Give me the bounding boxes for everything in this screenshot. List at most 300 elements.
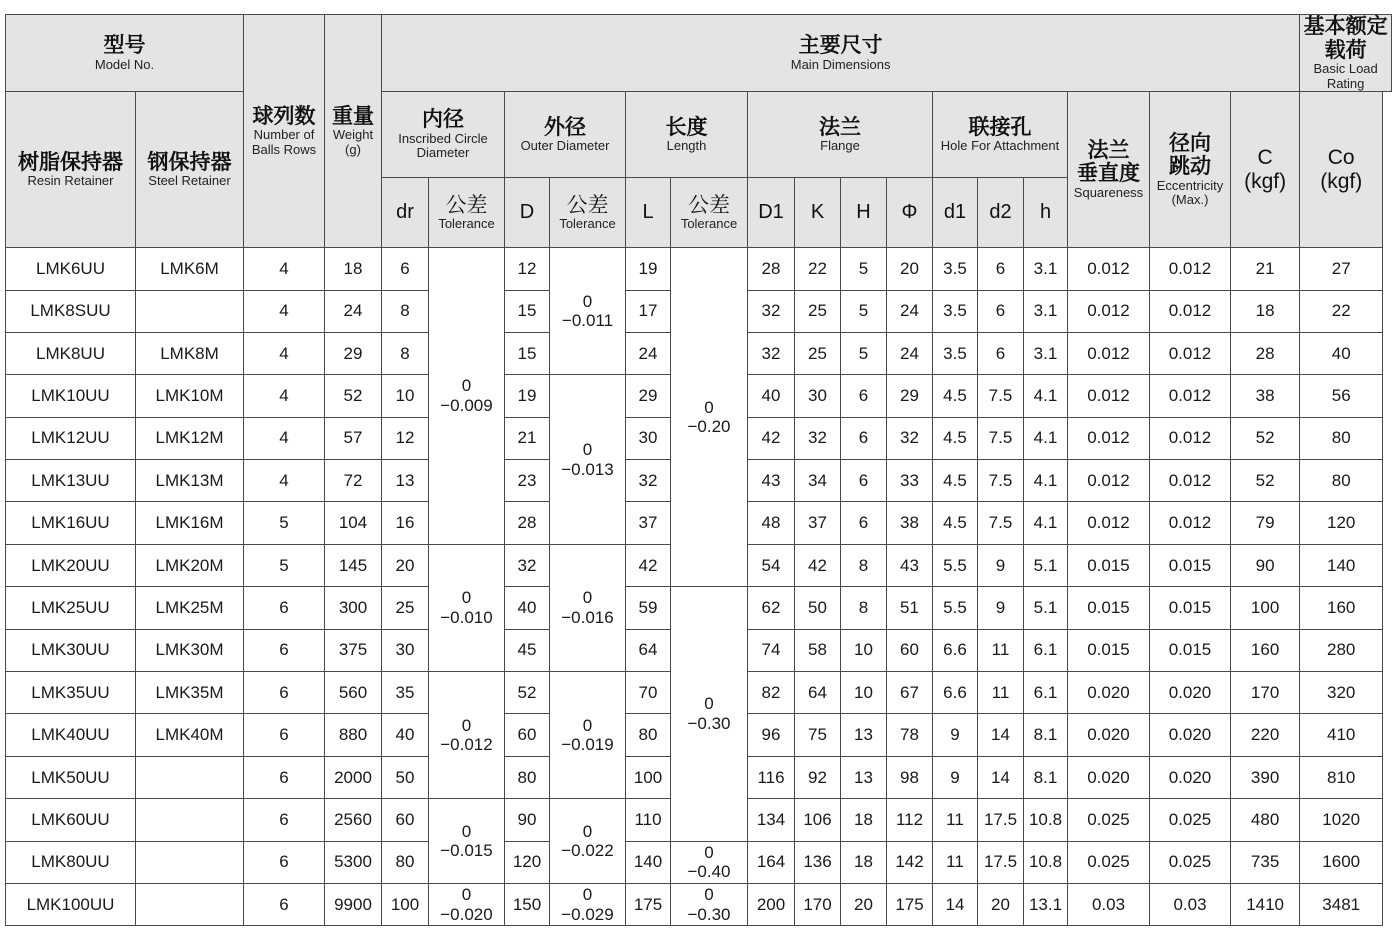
c-symbol: C — [1257, 146, 1273, 170]
l-cell: 100 — [626, 756, 671, 798]
balls-cell: 4 — [244, 375, 325, 417]
eccentricity-cell: 0.025 — [1150, 799, 1231, 841]
h-hole-cell: 5.1 — [1024, 544, 1068, 586]
d1-hole-cell: 5.5 — [933, 587, 978, 629]
eccentricity-en2: (Max.) — [1171, 192, 1209, 208]
d-cell: 90 — [505, 799, 550, 841]
dr-cell: 12 — [382, 417, 429, 459]
tolerance-lower: −0.30 — [687, 713, 731, 733]
weight-cell: 52 — [325, 375, 382, 417]
tolerance-lower: −0.20 — [687, 417, 731, 437]
d1-flange-cell: 42 — [748, 417, 795, 459]
tolerance-lower: −0.009 — [440, 395, 493, 415]
steel-model-cell — [136, 841, 244, 883]
h-hole-cell: 10.8 — [1024, 841, 1068, 883]
dr-cell: 8 — [382, 290, 429, 332]
d1-hole-cell: 3.5 — [933, 290, 978, 332]
balls-cell: 6 — [244, 841, 325, 883]
dr-cell: 25 — [382, 587, 429, 629]
co-cell: 22 — [1300, 290, 1383, 332]
co-cell: 810 — [1300, 756, 1383, 798]
phi-cell: 33 — [887, 460, 933, 502]
k-cell: 92 — [795, 756, 841, 798]
d1-flange-cell: 116 — [748, 756, 795, 798]
h-hole-cell: 4.1 — [1024, 417, 1068, 459]
c-cell: 28 — [1231, 332, 1300, 374]
balls-cell: 5 — [244, 502, 325, 544]
co-cell: 120 — [1300, 502, 1383, 544]
spec-table — [5, 14, 1392, 926]
weight-cell: 145 — [325, 544, 382, 586]
outer-diameter-zh: 外径 — [544, 115, 586, 139]
h-hole-header — [1024, 178, 1068, 248]
co-cell: 1600 — [1300, 841, 1383, 883]
tolerance-cell-dr — [429, 799, 505, 884]
resin-model-cell: LMK8SUU — [6, 290, 136, 332]
l-cell: 17 — [626, 290, 671, 332]
l-cell: 30 — [626, 417, 671, 459]
phi-cell: 24 — [887, 332, 933, 374]
phi-symbol: Φ — [901, 201, 918, 224]
dr-cell: 10 — [382, 375, 429, 417]
table-row — [6, 248, 1392, 290]
phi-cell: 112 — [887, 799, 933, 841]
resin-model-cell: LMK13UU — [6, 460, 136, 502]
dr-cell: 40 — [382, 714, 429, 756]
tolerance-cell-l — [671, 883, 748, 925]
weight-cell: 5300 — [325, 841, 382, 883]
phi-header — [887, 178, 933, 248]
tolerance-upper: 0 — [582, 440, 593, 460]
h-flange-cell: 8 — [841, 587, 887, 629]
co-cell: 1020 — [1300, 799, 1383, 841]
d2-cell: 7.5 — [978, 502, 1024, 544]
h-hole-cell: 3.1 — [1024, 248, 1068, 290]
l-cell: 29 — [626, 375, 671, 417]
squareness-en: Squareness — [1073, 184, 1144, 200]
steel-model-cell — [136, 883, 244, 925]
d1-hole-symbol: d1 — [943, 201, 967, 224]
weight-cell: 72 — [325, 460, 382, 502]
d1-hole-header — [933, 178, 978, 248]
squareness-cell: 0.012 — [1068, 332, 1150, 374]
d2-cell: 20 — [978, 883, 1024, 925]
load-rating-zh: 基本额定载荷 — [1303, 15, 1388, 62]
h-flange-cell: 8 — [841, 544, 887, 586]
co-cell: 27 — [1300, 248, 1383, 290]
tolerance-lower: −0.020 — [440, 904, 493, 924]
model-header — [6, 15, 244, 92]
squareness-cell: 0.012 — [1068, 502, 1150, 544]
h-hole-cell: 4.1 — [1024, 502, 1068, 544]
c-cell: 21 — [1231, 248, 1300, 290]
balls-cell: 6 — [244, 714, 325, 756]
l-cell: 19 — [626, 248, 671, 290]
h-flange-cell: 5 — [841, 248, 887, 290]
c-cell: 480 — [1231, 799, 1300, 841]
balls-cell: 5 — [244, 544, 325, 586]
tolerance-lower: −0.30 — [687, 904, 731, 924]
resin-model-cell: LMK8UU — [6, 332, 136, 374]
h-flange-cell: 6 — [841, 375, 887, 417]
outer-diameter-en: Outer Diameter — [520, 138, 610, 154]
eccentricity-cell: 0.012 — [1150, 417, 1231, 459]
resin-retainer-header — [6, 92, 136, 248]
l-cell: 42 — [626, 544, 671, 586]
d1-flange-cell: 32 — [748, 332, 795, 374]
dr-cell: 30 — [382, 629, 429, 671]
balls-cell: 6 — [244, 883, 325, 925]
d1-flange-cell: 82 — [748, 672, 795, 714]
balls-header — [244, 15, 325, 248]
tolerance-cell-d — [550, 375, 626, 545]
d1-flange-cell: 40 — [748, 375, 795, 417]
balls-header-zh: 球列数 — [252, 104, 316, 128]
tolerance-en: Tolerance — [559, 216, 616, 232]
main-dimensions-en: Main Dimensions — [790, 56, 891, 72]
tolerance-upper: 0 — [582, 885, 593, 905]
c-cell: 52 — [1231, 460, 1300, 502]
inner-diameter-header — [382, 92, 505, 178]
weight-cell: 24 — [325, 290, 382, 332]
d-tolerance-header — [550, 178, 626, 248]
d1-hole-cell: 5.5 — [933, 544, 978, 586]
l-cell: 70 — [626, 672, 671, 714]
h-hole-cell: 8.1 — [1024, 756, 1068, 798]
dr-cell: 16 — [382, 502, 429, 544]
resin-model-cell: LMK12UU — [6, 417, 136, 459]
squareness-cell: 0.015 — [1068, 544, 1150, 586]
balls-cell: 4 — [244, 417, 325, 459]
balls-header-en: Number of Balls Rows — [251, 127, 317, 157]
co-cell: 3481 — [1300, 883, 1383, 925]
hole-header — [933, 92, 1068, 178]
k-header — [795, 178, 841, 248]
tolerance-lower: −0.011 — [561, 311, 614, 331]
load-rating-header — [1300, 15, 1392, 92]
eccentricity-zh-line2: 跳动 — [1169, 155, 1211, 179]
squareness-cell: 0.025 — [1068, 841, 1150, 883]
d2-cell: 6 — [978, 248, 1024, 290]
phi-cell: 51 — [887, 587, 933, 629]
tolerance-cell-dr — [429, 248, 505, 545]
k-symbol: K — [810, 201, 825, 224]
tolerance-lower: −0.012 — [440, 735, 493, 755]
d2-cell: 11 — [978, 672, 1024, 714]
steel-retainer-zh: 钢保持器 — [147, 150, 232, 174]
d-cell: 52 — [505, 672, 550, 714]
h-flange-cell: 6 — [841, 502, 887, 544]
steel-model-cell: LMK30M — [136, 629, 244, 671]
inner-diameter-en: Inscribed Circle Diameter — [398, 130, 488, 161]
resin-model-cell: LMK60UU — [6, 799, 136, 841]
resin-model-cell: LMK40UU — [6, 714, 136, 756]
l-cell: 37 — [626, 502, 671, 544]
co-cell: 80 — [1300, 417, 1383, 459]
c-cell: 100 — [1231, 587, 1300, 629]
squareness-cell: 0.012 — [1068, 290, 1150, 332]
balls-cell: 4 — [244, 460, 325, 502]
tolerance-zh: 公差 — [566, 193, 609, 217]
length-zh: 长度 — [665, 115, 708, 139]
co-cell: 160 — [1300, 587, 1383, 629]
co-header — [1300, 92, 1383, 248]
tolerance-en: Tolerance — [680, 216, 738, 232]
d-cell: 45 — [505, 629, 550, 671]
balls-cell: 4 — [244, 248, 325, 290]
d1-hole-cell: 4.5 — [933, 460, 978, 502]
dr-cell: 50 — [382, 756, 429, 798]
k-cell: 25 — [795, 290, 841, 332]
l-cell: 110 — [626, 799, 671, 841]
d-cell: 40 — [505, 587, 550, 629]
weight-header-en: Weight — [332, 127, 374, 143]
hole-en: Hole For Attachment — [940, 138, 1060, 154]
d1-flange-symbol: D1 — [758, 201, 784, 224]
tolerance-cell-d — [550, 883, 626, 925]
load-rating-en: Basic Load Rating — [1313, 61, 1378, 91]
d2-cell: 11 — [978, 629, 1024, 671]
balls-cell: 6 — [244, 587, 325, 629]
length-header — [626, 92, 748, 178]
l-symbol: L — [642, 201, 654, 224]
l-tolerance-header — [671, 178, 748, 248]
d-cell: 12 — [505, 248, 550, 290]
phi-cell: 29 — [887, 375, 933, 417]
l-cell: 24 — [626, 332, 671, 374]
d1-flange-cell: 54 — [748, 544, 795, 586]
tolerance-lower: −0.019 — [561, 735, 614, 755]
resin-model-cell: LMK100UU — [6, 883, 136, 925]
tolerance-upper: 0 — [704, 694, 714, 714]
balls-cell: 4 — [244, 332, 325, 374]
resin-model-cell: LMK50UU — [6, 756, 136, 798]
c-cell: 18 — [1231, 290, 1300, 332]
resin-model-cell: LMK16UU — [6, 502, 136, 544]
k-cell: 58 — [795, 629, 841, 671]
d1-hole-cell: 4.5 — [933, 375, 978, 417]
dr-cell: 6 — [382, 248, 429, 290]
squareness-cell: 0.020 — [1068, 672, 1150, 714]
balls-cell: 6 — [244, 756, 325, 798]
tolerance-cell-dr — [429, 544, 505, 671]
weight-cell: 18 — [325, 248, 382, 290]
d-cell: 21 — [505, 417, 550, 459]
h-hole-symbol: h — [1039, 201, 1052, 224]
main-dimensions-header — [382, 15, 1300, 92]
weight-cell: 300 — [325, 587, 382, 629]
h-flange-cell: 18 — [841, 841, 887, 883]
squareness-cell: 0.020 — [1068, 756, 1150, 798]
eccentricity-en: Eccentricity — [1156, 177, 1224, 193]
h-hole-cell: 3.1 — [1024, 290, 1068, 332]
tolerance-lower: −0.029 — [561, 904, 614, 924]
k-cell: 37 — [795, 502, 841, 544]
tolerance-cell-dr — [429, 883, 505, 925]
resin-model-cell: LMK30UU — [6, 629, 136, 671]
d-symbol: D — [519, 201, 535, 224]
tolerance-upper: 0 — [461, 885, 472, 905]
tolerance-lower: −0.015 — [440, 841, 493, 861]
h-hole-cell: 10.8 — [1024, 799, 1068, 841]
weight-cell: 9900 — [325, 883, 382, 925]
l-cell: 80 — [626, 714, 671, 756]
resin-model-cell: LMK6UU — [6, 248, 136, 290]
steel-model-cell: LMK16M — [136, 502, 244, 544]
weight-cell: 29 — [325, 332, 382, 374]
h-hole-cell: 4.1 — [1024, 375, 1068, 417]
squareness-cell: 0.025 — [1068, 799, 1150, 841]
tolerance-cell-d — [550, 799, 626, 884]
eccentricity-cell: 0.012 — [1150, 290, 1231, 332]
h-hole-cell: 6.1 — [1024, 672, 1068, 714]
tolerance-zh: 公差 — [688, 193, 730, 217]
phi-cell: 32 — [887, 417, 933, 459]
dr-cell: 100 — [382, 883, 429, 925]
k-cell: 170 — [795, 883, 841, 925]
resin-model-cell: LMK25UU — [6, 587, 136, 629]
steel-model-cell: LMK40M — [136, 714, 244, 756]
eccentricity-cell: 0.012 — [1150, 375, 1231, 417]
d2-header — [978, 178, 1024, 248]
phi-cell: 78 — [887, 714, 933, 756]
steel-model-cell: LMK10M — [136, 375, 244, 417]
co-unit: (kgf) — [1320, 169, 1363, 193]
d-header — [505, 178, 550, 248]
steel-model-cell: LMK25M — [136, 587, 244, 629]
steel-model-cell: LMK8M — [136, 332, 244, 374]
tolerance-upper: 0 — [704, 885, 714, 905]
tolerance-en: Tolerance — [438, 216, 495, 232]
weight-cell: 2560 — [325, 799, 382, 841]
eccentricity-cell: 0.012 — [1150, 248, 1231, 290]
d1-hole-cell: 9 — [933, 756, 978, 798]
co-cell: 280 — [1300, 629, 1383, 671]
l-cell: 140 — [626, 841, 671, 883]
l-cell: 59 — [626, 587, 671, 629]
d2-cell: 14 — [978, 756, 1024, 798]
weight-header-unit: (g) — [345, 141, 361, 157]
d1-flange-header — [748, 178, 795, 248]
d-cell: 28 — [505, 502, 550, 544]
tolerance-cell-l — [671, 587, 748, 841]
eccentricity-cell: 0.015 — [1150, 544, 1231, 586]
h-flange-cell: 6 — [841, 460, 887, 502]
co-cell: 80 — [1300, 460, 1383, 502]
h-flange-symbol: H — [856, 201, 871, 224]
d1-flange-cell: 134 — [748, 799, 795, 841]
d-cell: 60 — [505, 714, 550, 756]
k-cell: 34 — [795, 460, 841, 502]
co-cell: 56 — [1300, 375, 1383, 417]
d2-cell: 7.5 — [978, 375, 1024, 417]
dr-tolerance-header — [429, 178, 505, 248]
steel-model-cell: LMK12M — [136, 417, 244, 459]
h-flange-cell: 5 — [841, 290, 887, 332]
c-cell: 170 — [1231, 672, 1300, 714]
d1-flange-cell: 164 — [748, 841, 795, 883]
h-hole-cell: 5.1 — [1024, 587, 1068, 629]
d2-symbol: d2 — [989, 201, 1012, 224]
co-cell: 140 — [1300, 544, 1383, 586]
tolerance-upper: 0 — [461, 821, 472, 841]
d1-hole-cell: 6.6 — [933, 629, 978, 671]
squareness-zh-line2: 垂直度 — [1077, 162, 1140, 186]
table-body — [6, 248, 1392, 926]
dr-cell: 60 — [382, 799, 429, 841]
h-hole-cell: 13.1 — [1024, 883, 1068, 925]
resin-model-cell: LMK10UU — [6, 375, 136, 417]
d2-cell: 7.5 — [978, 417, 1024, 459]
c-cell: 160 — [1231, 629, 1300, 671]
d1-flange-cell: 28 — [748, 248, 795, 290]
c-header — [1231, 92, 1300, 248]
k-cell: 64 — [795, 672, 841, 714]
table-row — [6, 587, 1392, 629]
k-cell: 32 — [795, 417, 841, 459]
table-row — [6, 883, 1392, 925]
d1-hole-cell: 6.6 — [933, 672, 978, 714]
tolerance-lower: −0.010 — [440, 607, 493, 627]
l-cell: 32 — [626, 460, 671, 502]
squareness-cell: 0.012 — [1068, 460, 1150, 502]
tolerance-zh: 公差 — [445, 193, 488, 217]
phi-cell: 60 — [887, 629, 933, 671]
h-flange-cell: 10 — [841, 672, 887, 714]
resin-model-cell: LMK35UU — [6, 672, 136, 714]
k-cell: 42 — [795, 544, 841, 586]
flange-en: Flange — [820, 138, 860, 154]
h-hole-cell: 4.1 — [1024, 460, 1068, 502]
d-cell: 15 — [505, 290, 550, 332]
tolerance-cell-d — [550, 248, 626, 375]
eccentricity-cell: 0.025 — [1150, 841, 1231, 883]
table-row — [6, 841, 1392, 883]
k-cell: 22 — [795, 248, 841, 290]
dr-cell: 13 — [382, 460, 429, 502]
phi-cell: 98 — [887, 756, 933, 798]
balls-cell: 6 — [244, 799, 325, 841]
phi-cell: 20 — [887, 248, 933, 290]
d1-hole-cell: 3.5 — [933, 332, 978, 374]
k-cell: 106 — [795, 799, 841, 841]
k-cell: 50 — [795, 587, 841, 629]
squareness-cell: 0.012 — [1068, 375, 1150, 417]
squareness-cell: 0.015 — [1068, 587, 1150, 629]
d1-hole-cell: 14 — [933, 883, 978, 925]
d1-hole-cell: 4.5 — [933, 417, 978, 459]
h-flange-cell: 6 — [841, 417, 887, 459]
h-flange-cell: 5 — [841, 332, 887, 374]
dr-symbol: dr — [396, 201, 414, 224]
d-cell: 120 — [505, 841, 550, 883]
k-cell: 25 — [795, 332, 841, 374]
c-unit: (kgf) — [1244, 169, 1287, 193]
c-cell: 38 — [1231, 375, 1300, 417]
c-cell: 1410 — [1231, 883, 1300, 925]
tolerance-upper: 0 — [582, 588, 593, 608]
steel-model-cell — [136, 756, 244, 798]
eccentricity-zh-line1: 径向 — [1169, 131, 1211, 155]
weight-cell: 375 — [325, 629, 382, 671]
weight-cell: 104 — [325, 502, 382, 544]
tolerance-upper: 0 — [704, 397, 714, 417]
steel-retainer-header — [136, 92, 244, 248]
c-cell: 390 — [1231, 756, 1300, 798]
resin-model-cell: LMK80UU — [6, 841, 136, 883]
h-flange-header — [841, 178, 887, 248]
h-flange-cell: 13 — [841, 714, 887, 756]
